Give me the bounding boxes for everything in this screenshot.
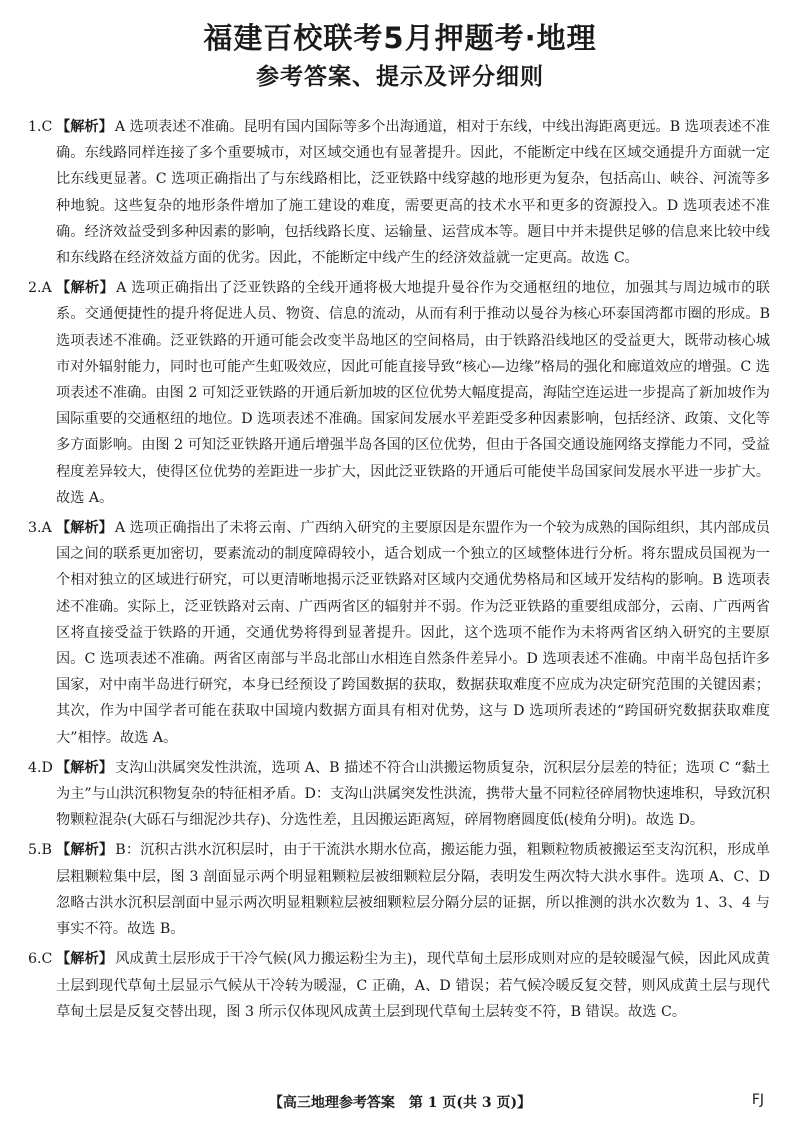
analysis-text: A 选项表述不准确。昆明有国内国际等多个出海通道，相对于东线，中线出海距离更远。B 选项表述不准确。东线路同样连接了多个重要城市，对区域交通也有显著提升。因此，不能断定中线在区域交通提升方面就一定比东线更显著。C 选项正确指出了与东线路相比，泛亚铁路中线穿越的地形更为复杂，包括高山、峡谷、河流等多种地貌。这些复杂的地形条件增加了施工建设的难度，需要更高的技术水平和更多的资源投入。D 选项表述不准确。经济效益受到多种因素的影响，包括线路长度、运输量、运营成本等。题目中并未提供足够的信息来比较中线和东线路在经济效益方面的优劣。因此，不能断定中线产生的经济效益就一定更高。故选 C。 [56,119,770,267]
page-footer: 【高三地理参考答案 第 1 页(共 3 页)】 [268,1095,532,1111]
answer-item-6 [28,946,770,1025]
question-number: 3. [28,520,42,537]
page-title: 福建百校联考5月押题考·地理 [203,21,597,55]
question-number: 2. [28,280,42,297]
analysis-text: A 选项正确指出了泛亚铁路的全线开通将极大地提升曼谷作为交通枢纽的地位，加强其与周边城市的联系。交通便捷性的提升将促进人员、物资、信息的流动，从而有利于推动以曼谷为核心环泰国湾都市圈的形成。B 选项表述不准确。泛亚铁路的开通可能会改变半岛地区的空间格局，由于铁路沿线地区的受益更大，既带动核心城市对外辐射能力，同时也可能产生虹吸效应，因此可能直接导致“核心—边缘”格局的强化和廊道效应的增强。C 选项表述不准确。由图 2 可知泛亚铁路的开通后新加坡的区位优势大幅度提高，海陆空连运进一步提高了新加坡作为国际重要的交通枢纽的地位。D 选项表述不准确。国家间发展水平差距受多种因素影响，包括经济、政策、文化等多方面影响。由图 2 可知泛亚铁路开通后增强半岛各国的区位优势，但由于各国交通设施网络支撑能力不同，受益程度差异较大，使得区位优势的差距进一步扩大，因此泛亚铁路的开通后可能使半岛国家间发展水平进一步扩大。故选 A。 [56,280,770,506]
analysis-tag: 【解析】 [56,520,113,537]
analysis-tag: 【解析】 [56,842,114,859]
analysis-tag: 【解析】 [56,951,114,968]
analysis-text: 风成黄土层形成于干冷气候(风力搬运粉尘为主)，现代草甸土层形成则对应的是较暖湿气候，因此风成黄土层到现代草甸土层显示气候从干冷转为暖湿，C 正确，A、D 错误；若气候冷暖反复交替，则风成黄土层与现代草甸土层是反复交替出现，图 3 所示仅体现风成黄土层到现代草甸土层转变不符，B 错误。故选 C。 [56,951,770,1020]
item-head [28,114,56,140]
analysis-tag: 【解析】 [56,280,115,297]
question-number: 6. [28,951,42,968]
item-head [28,515,56,541]
answer-letter: D [41,759,53,776]
analysis-tag: 【解析】 [56,119,113,135]
item-head [28,946,56,972]
answer-item-4 [28,755,770,834]
item-head [28,275,56,301]
answer-letter: B [41,842,52,859]
question-number: 4. [28,759,42,776]
answer-letter: C [41,119,53,135]
question-number: 5. [28,842,42,859]
answer-item-3 [28,515,770,751]
answer-letter: C [41,951,53,968]
answer-list [28,114,770,1029]
answer-letter: A [41,280,52,297]
analysis-text: B：沉积古洪水沉积层时，由于干流洪水期水位高，搬运能力强，粗颗粒物质被搬运至支沟沉积，形成单层粗颗粒集中层，图 3 剖面显示两个明显粗颗粒层被细颗粒层分隔，表明发生两次特大洪水事件。选项 A、C、D 忽略古洪水沉积层剖面中显示两次明显粗颗粒层被细颗粒层分隔分层的证据，所以推测的洪水次数为 1、3、4 与事实不符。故选 B。 [56,842,770,938]
footer-region-code: FJ [751,1092,764,1108]
page-subtitle: 参考答案、提示及评分细则 [256,64,544,90]
analysis-text: A 选项正确指出了未将云南、广西纳入研究的主要原因是东盟作为一个较为成熟的国际组织，其内部成员国之间的联系更加密切，要素流动的制度障碍较小，适合划成一个独立的区域整体进行分析。将东盟成员国视为一个相对独立的区域进行研究，可以更清晰地揭示泛亚铁路对区域内交通优势格局和区域开发结构的影响。B 选项表述不准确。实际上，泛亚铁路对云南、广西两省区的辐射并不弱。作为泛亚铁路的重要组成部分，云南、广西两省区将直接受益于铁路的开通，交通优势将得到显著提升。因此，这个选项不能作为未将两省区纳入研究的主要原因。C 选项表述不准确。两省区南部与半岛北部山水相连自然条件差异小。D 选项表述不准确。中南半岛包括许多国家，对中南半岛进行研究，本身已经预设了跨国数据的获取，数据获取难度不应成为决定研究范围的关键因素；其次，作为中国学者可能在获取中国境内数据方面具有相对优势，这与 D 选项所表述的“跨国研究数据获取难度大”相悖。故选 A。 [56,520,770,746]
item-head [28,755,56,781]
analysis-tag: 【解析】 [56,759,113,776]
answer-item-1 [28,114,770,271]
item-head [28,837,56,863]
answer-letter: A [41,520,52,537]
analysis-text: 支沟山洪属突发性洪流，选项 A、B 描述不符合山洪搬运物质复杂，沉积层分层差的特征；选项 C “黏土为主”与山洪沉积物复杂的特征相矛盾。D：支沟山洪属突发性洪流，携带大量不同粒径碎屑物快速堆积，导致沉积物颗粒混杂(大砾石与细泥沙共存)、分选性差，且因搬运距离短，碎屑物磨圆度低(棱角分明)。故选 D。 [56,759,770,829]
answer-item-2 [28,275,770,511]
question-number: 1. [28,119,42,135]
answer-item-5 [28,837,770,942]
